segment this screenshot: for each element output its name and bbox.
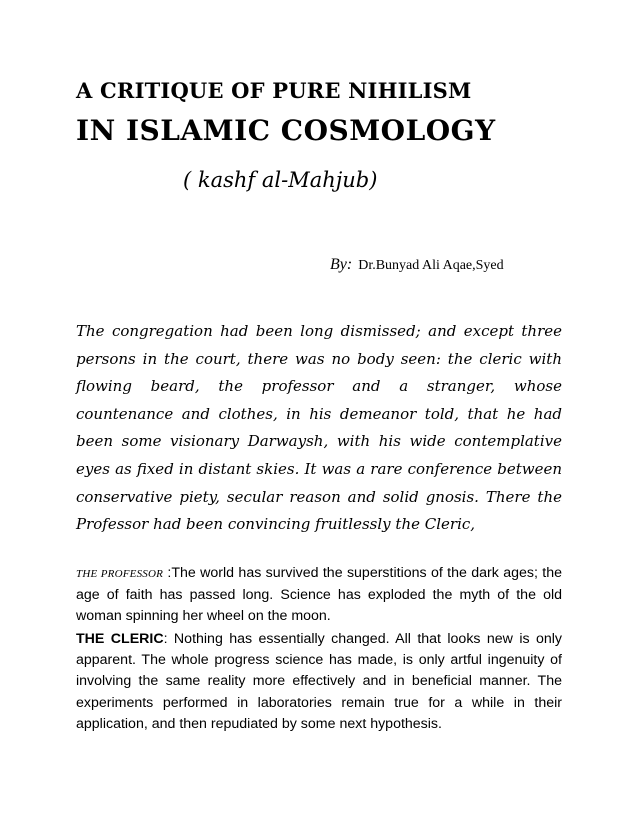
speaker-cleric: THE CLERIC bbox=[76, 631, 164, 647]
intro-paragraph: The congregation had been long dismissed; and except three persons in the court, there was no body seen: the cleric with flowing beard, the professor and a stranger, whose countenance and clothes, in his demeanor told, that he had been some visionary Darwaysh, with his wide contemplative eyes as fixed in distant skies. It was a rare conference between conservative piety, secular reason and solid gnosis. There the Professor had been convincing fruitlessly the Cleric, bbox=[76, 322, 562, 534]
speaker-professor: THE PROFESSOR bbox=[76, 568, 164, 580]
dialogue-cleric bbox=[76, 629, 562, 735]
dialogue-text: : Nothing has essentially changed. All that looks new is only apparent. The whole progress science has made, is only artful ingenuity of involving the same reality more effectively and in beneficial manner. The experiments performed in laboratories remain true for a while in their application, and then repudiated by some next hypothesis. bbox=[76, 631, 563, 732]
dialogue-text: :The world has survived the superstitions of the dark ages; the age of faith has passed long. Science has exploded the myth of the old woman spinning her wheel on the moon. bbox=[76, 565, 562, 625]
dialogue-professor bbox=[76, 563, 562, 628]
title-line-1: A CRITIQUE OF PURE NIHILISM bbox=[76, 78, 472, 103]
author-name: Dr.Bunyad Ali Aqae,Syed bbox=[358, 258, 504, 273]
byline bbox=[330, 256, 504, 274]
subtitle: ( kashf al-Mahjub) bbox=[183, 168, 378, 192]
byline-label: By: bbox=[330, 256, 353, 273]
title-line-2: IN ISLAMIC COSMOLOGY bbox=[76, 114, 496, 147]
